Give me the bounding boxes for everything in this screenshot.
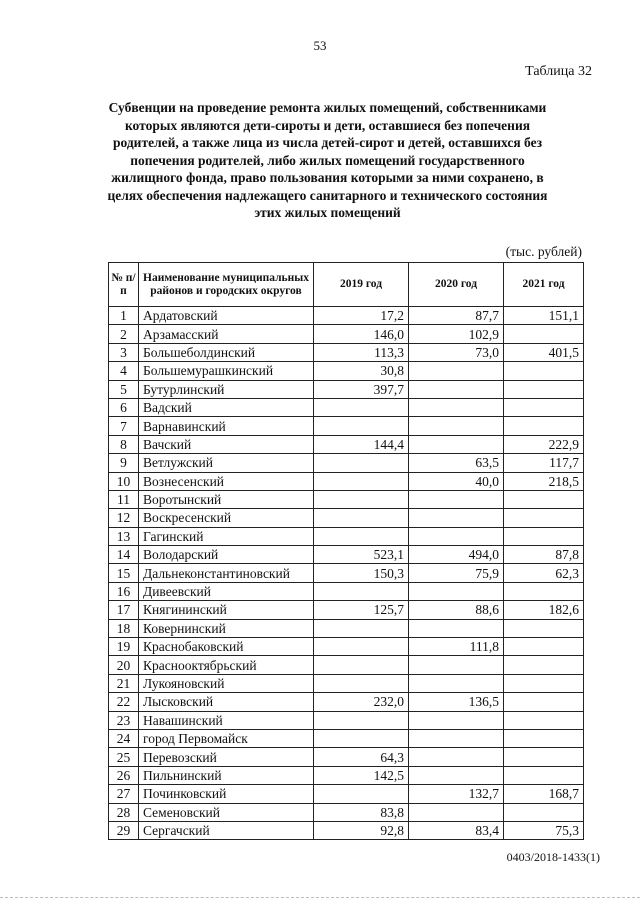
row-name: Краснобаковский	[139, 638, 314, 656]
row-2019: 30,8	[314, 362, 409, 380]
row-number: 18	[109, 619, 139, 637]
row-2020	[409, 803, 504, 821]
row-name: Варнавинский	[139, 417, 314, 435]
document-title: Субвенции на проведение ремонта жилых помещений, собственниками которых являются дети-сироты и дети, оставшиеся без попечения родителей, а также лица из числа детей-сирот и детей, оставшихся без попечения родителей, либо жилых помещений государственного жилищного фонда, право пользования которыми за ними сохранено, в целях обеспечения надлежащего санитарного и технического состояния этих жилых помещений	[107, 100, 548, 220]
subsidy-table	[108, 262, 584, 840]
row-2019: 113,3	[314, 343, 409, 361]
row-2021	[504, 362, 584, 380]
row-name: Княгининский	[139, 601, 314, 619]
row-2019: 92,8	[314, 821, 409, 839]
row-name: Володарский	[139, 546, 314, 564]
scan-artifact-line	[0, 897, 640, 900]
row-number: 6	[109, 398, 139, 416]
row-2020: 83,4	[409, 821, 504, 839]
row-number: 4	[109, 362, 139, 380]
row-name: Сергачский	[139, 821, 314, 839]
row-2019: 17,2	[314, 307, 409, 325]
row-number: 29	[109, 821, 139, 839]
row-name: Арзамасский	[139, 325, 314, 343]
row-2019: 523,1	[314, 546, 409, 564]
row-name: Вачский	[139, 435, 314, 453]
header-num: № п/п	[109, 263, 139, 307]
table-row	[109, 656, 584, 674]
table-header-row	[109, 263, 584, 307]
row-2019: 397,7	[314, 380, 409, 398]
row-2019	[314, 674, 409, 692]
row-2020	[409, 527, 504, 545]
row-2020	[409, 582, 504, 600]
table-row	[109, 766, 584, 784]
table-row	[109, 674, 584, 692]
table-row	[109, 546, 584, 564]
row-number: 8	[109, 435, 139, 453]
row-2021: 151,1	[504, 307, 584, 325]
table-row	[109, 472, 584, 490]
row-number: 17	[109, 601, 139, 619]
row-number: 24	[109, 729, 139, 747]
table-row	[109, 435, 584, 453]
table-row	[109, 343, 584, 361]
row-name: Лукояновский	[139, 674, 314, 692]
row-number: 15	[109, 564, 139, 582]
table-row	[109, 638, 584, 656]
row-2019: 142,5	[314, 766, 409, 784]
row-2020	[409, 619, 504, 637]
row-2020: 102,9	[409, 325, 504, 343]
row-name: Гагинский	[139, 527, 314, 545]
row-2021	[504, 674, 584, 692]
row-2019: 150,3	[314, 564, 409, 582]
row-2020: 132,7	[409, 785, 504, 803]
table-row	[109, 785, 584, 803]
row-number: 20	[109, 656, 139, 674]
row-2020	[409, 729, 504, 747]
row-2020: 75,9	[409, 564, 504, 582]
row-2020	[409, 398, 504, 416]
unit-note: (тыс. рублей)	[505, 244, 582, 259]
row-2021	[504, 693, 584, 711]
row-2021	[504, 656, 584, 674]
table-row	[109, 362, 584, 380]
row-2020: 87,7	[409, 307, 504, 325]
row-2019	[314, 472, 409, 490]
row-number: 7	[109, 417, 139, 435]
row-name: Навашинский	[139, 711, 314, 729]
row-2020	[409, 711, 504, 729]
row-2020	[409, 417, 504, 435]
row-number: 27	[109, 785, 139, 803]
row-name: Воротынский	[139, 490, 314, 508]
row-2021: 182,6	[504, 601, 584, 619]
row-2019: 125,7	[314, 601, 409, 619]
footer-code: 0403/2018-1433(1)	[506, 850, 600, 864]
row-number: 5	[109, 380, 139, 398]
table-row	[109, 490, 584, 508]
row-2019	[314, 509, 409, 527]
page-number: 53	[313, 38, 327, 53]
row-2020	[409, 656, 504, 674]
table-row	[109, 821, 584, 839]
row-name: Ветлужский	[139, 454, 314, 472]
row-name: Бутурлинский	[139, 380, 314, 398]
row-2020	[409, 509, 504, 527]
row-name: Лысковский	[139, 693, 314, 711]
row-2019	[314, 398, 409, 416]
row-2021	[504, 619, 584, 637]
row-2020	[409, 674, 504, 692]
row-2020	[409, 748, 504, 766]
row-2019	[314, 527, 409, 545]
row-name: Большемурашкинский	[139, 362, 314, 380]
table-row	[109, 527, 584, 545]
row-2021	[504, 711, 584, 729]
row-number: 3	[109, 343, 139, 361]
row-name: Большеболдинский	[139, 343, 314, 361]
row-2019: 83,8	[314, 803, 409, 821]
row-name: Починковский	[139, 785, 314, 803]
row-2021: 218,5	[504, 472, 584, 490]
header-2019: 2019 год	[314, 263, 409, 307]
table-row	[109, 398, 584, 416]
row-number: 21	[109, 674, 139, 692]
row-2019	[314, 711, 409, 729]
row-2020	[409, 435, 504, 453]
row-2021	[504, 582, 584, 600]
table-label: Таблица 32	[525, 64, 592, 79]
row-name: Пильнинский	[139, 766, 314, 784]
row-number: 26	[109, 766, 139, 784]
row-2020: 111,8	[409, 638, 504, 656]
row-2021	[504, 803, 584, 821]
row-name: Дальнеконстантиновский	[139, 564, 314, 582]
row-2020: 40,0	[409, 472, 504, 490]
row-2020	[409, 380, 504, 398]
row-2021: 117,7	[504, 454, 584, 472]
header-2021: 2021 год	[504, 263, 584, 307]
row-2021: 75,3	[504, 821, 584, 839]
row-number: 23	[109, 711, 139, 729]
row-2021	[504, 748, 584, 766]
row-2019: 64,3	[314, 748, 409, 766]
row-number: 22	[109, 693, 139, 711]
table-row	[109, 693, 584, 711]
row-name: Дивеевский	[139, 582, 314, 600]
row-name: Краснооктябрьский	[139, 656, 314, 674]
row-2019: 232,0	[314, 693, 409, 711]
row-2021	[504, 509, 584, 527]
row-name: Воскресенский	[139, 509, 314, 527]
row-number: 14	[109, 546, 139, 564]
row-2021	[504, 729, 584, 747]
row-2019	[314, 490, 409, 508]
table-row	[109, 748, 584, 766]
row-name: Перевозский	[139, 748, 314, 766]
row-2019	[314, 729, 409, 747]
table-row	[109, 601, 584, 619]
row-2021	[504, 398, 584, 416]
table-row	[109, 325, 584, 343]
row-2021	[504, 325, 584, 343]
row-number: 11	[109, 490, 139, 508]
table-row	[109, 803, 584, 821]
table-row	[109, 619, 584, 637]
row-2020: 494,0	[409, 546, 504, 564]
row-number: 13	[109, 527, 139, 545]
header-2020: 2020 год	[409, 263, 504, 307]
row-2021: 168,7	[504, 785, 584, 803]
row-2019	[314, 785, 409, 803]
row-2019	[314, 454, 409, 472]
row-2019: 144,4	[314, 435, 409, 453]
row-2020: 73,0	[409, 343, 504, 361]
row-name: город Первомайск	[139, 729, 314, 747]
table-row	[109, 564, 584, 582]
table-row	[109, 582, 584, 600]
row-name: Ковернинский	[139, 619, 314, 637]
row-2021: 401,5	[504, 343, 584, 361]
row-2019	[314, 656, 409, 674]
table-row	[109, 509, 584, 527]
row-2020	[409, 362, 504, 380]
row-name: Ардатовский	[139, 307, 314, 325]
row-2020	[409, 766, 504, 784]
row-2021	[504, 527, 584, 545]
row-name: Вадский	[139, 398, 314, 416]
row-2020	[409, 490, 504, 508]
row-2021	[504, 490, 584, 508]
row-number: 25	[109, 748, 139, 766]
row-2021: 222,9	[504, 435, 584, 453]
row-number: 28	[109, 803, 139, 821]
row-number: 10	[109, 472, 139, 490]
row-2019: 146,0	[314, 325, 409, 343]
row-2021	[504, 380, 584, 398]
row-2021	[504, 417, 584, 435]
row-name: Вознесенский	[139, 472, 314, 490]
row-number: 9	[109, 454, 139, 472]
row-number: 1	[109, 307, 139, 325]
table-row	[109, 454, 584, 472]
table-row	[109, 380, 584, 398]
row-2021	[504, 638, 584, 656]
row-2020: 88,6	[409, 601, 504, 619]
table-body	[109, 307, 584, 840]
row-number: 16	[109, 582, 139, 600]
table-row	[109, 307, 584, 325]
table-row	[109, 729, 584, 747]
row-2019	[314, 417, 409, 435]
table-row	[109, 711, 584, 729]
header-name: Наименование муниципальных районов и городских округов	[139, 263, 314, 307]
row-2019	[314, 638, 409, 656]
row-2019	[314, 582, 409, 600]
row-2020: 136,5	[409, 693, 504, 711]
row-2019	[314, 619, 409, 637]
row-2021	[504, 766, 584, 784]
row-2021: 87,8	[504, 546, 584, 564]
row-number: 2	[109, 325, 139, 343]
row-name: Семеновский	[139, 803, 314, 821]
row-number: 12	[109, 509, 139, 527]
row-2020: 63,5	[409, 454, 504, 472]
row-number: 19	[109, 638, 139, 656]
row-2021: 62,3	[504, 564, 584, 582]
table-row	[109, 417, 584, 435]
